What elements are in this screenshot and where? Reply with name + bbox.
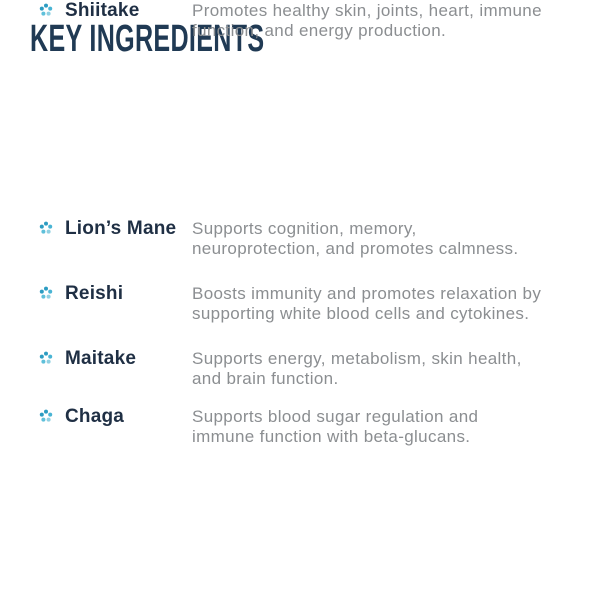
ingredient-name: Maitake — [65, 348, 137, 369]
description-line: Promotes healthy skin, joints, heart, immune — [192, 1, 542, 20]
description-line: Supports blood sugar regulation and — [192, 407, 479, 426]
ingredient-name: Reishi — [65, 283, 124, 304]
description-line: Supports cognition, memory, — [192, 219, 417, 238]
spore-flower-icon — [39, 3, 53, 17]
description-line: supporting white blood cells and cytokines. — [192, 303, 530, 323]
ingredient-name: Lion’s Mane — [65, 218, 177, 239]
ingredient-description — [192, 1, 577, 40]
ingredient-name: Chaga — [65, 406, 125, 427]
ingredient-description — [192, 407, 577, 446]
description-line: immune function with beta-glucans. — [192, 426, 471, 446]
description-line: function, and energy production. — [192, 20, 447, 40]
ingredient-name: Shiitake — [65, 0, 140, 21]
spore-flower-icon — [39, 221, 53, 235]
ingredient-description — [192, 219, 577, 258]
ingredient-description — [192, 349, 577, 388]
spore-flower-icon — [39, 286, 53, 300]
description-line: Boosts immunity and promotes relaxation by — [192, 284, 542, 303]
ingredient-description — [192, 284, 577, 323]
spore-flower-icon — [39, 409, 53, 423]
description-line: neuroprotection, and promotes calmness. — [192, 238, 519, 258]
page-title: KEY INGREDIENTS — [30, 18, 265, 60]
description-line: and brain function. — [192, 368, 339, 388]
description-line: Supports energy, metabolism, skin health, — [192, 349, 522, 368]
spore-flower-icon — [39, 351, 53, 365]
